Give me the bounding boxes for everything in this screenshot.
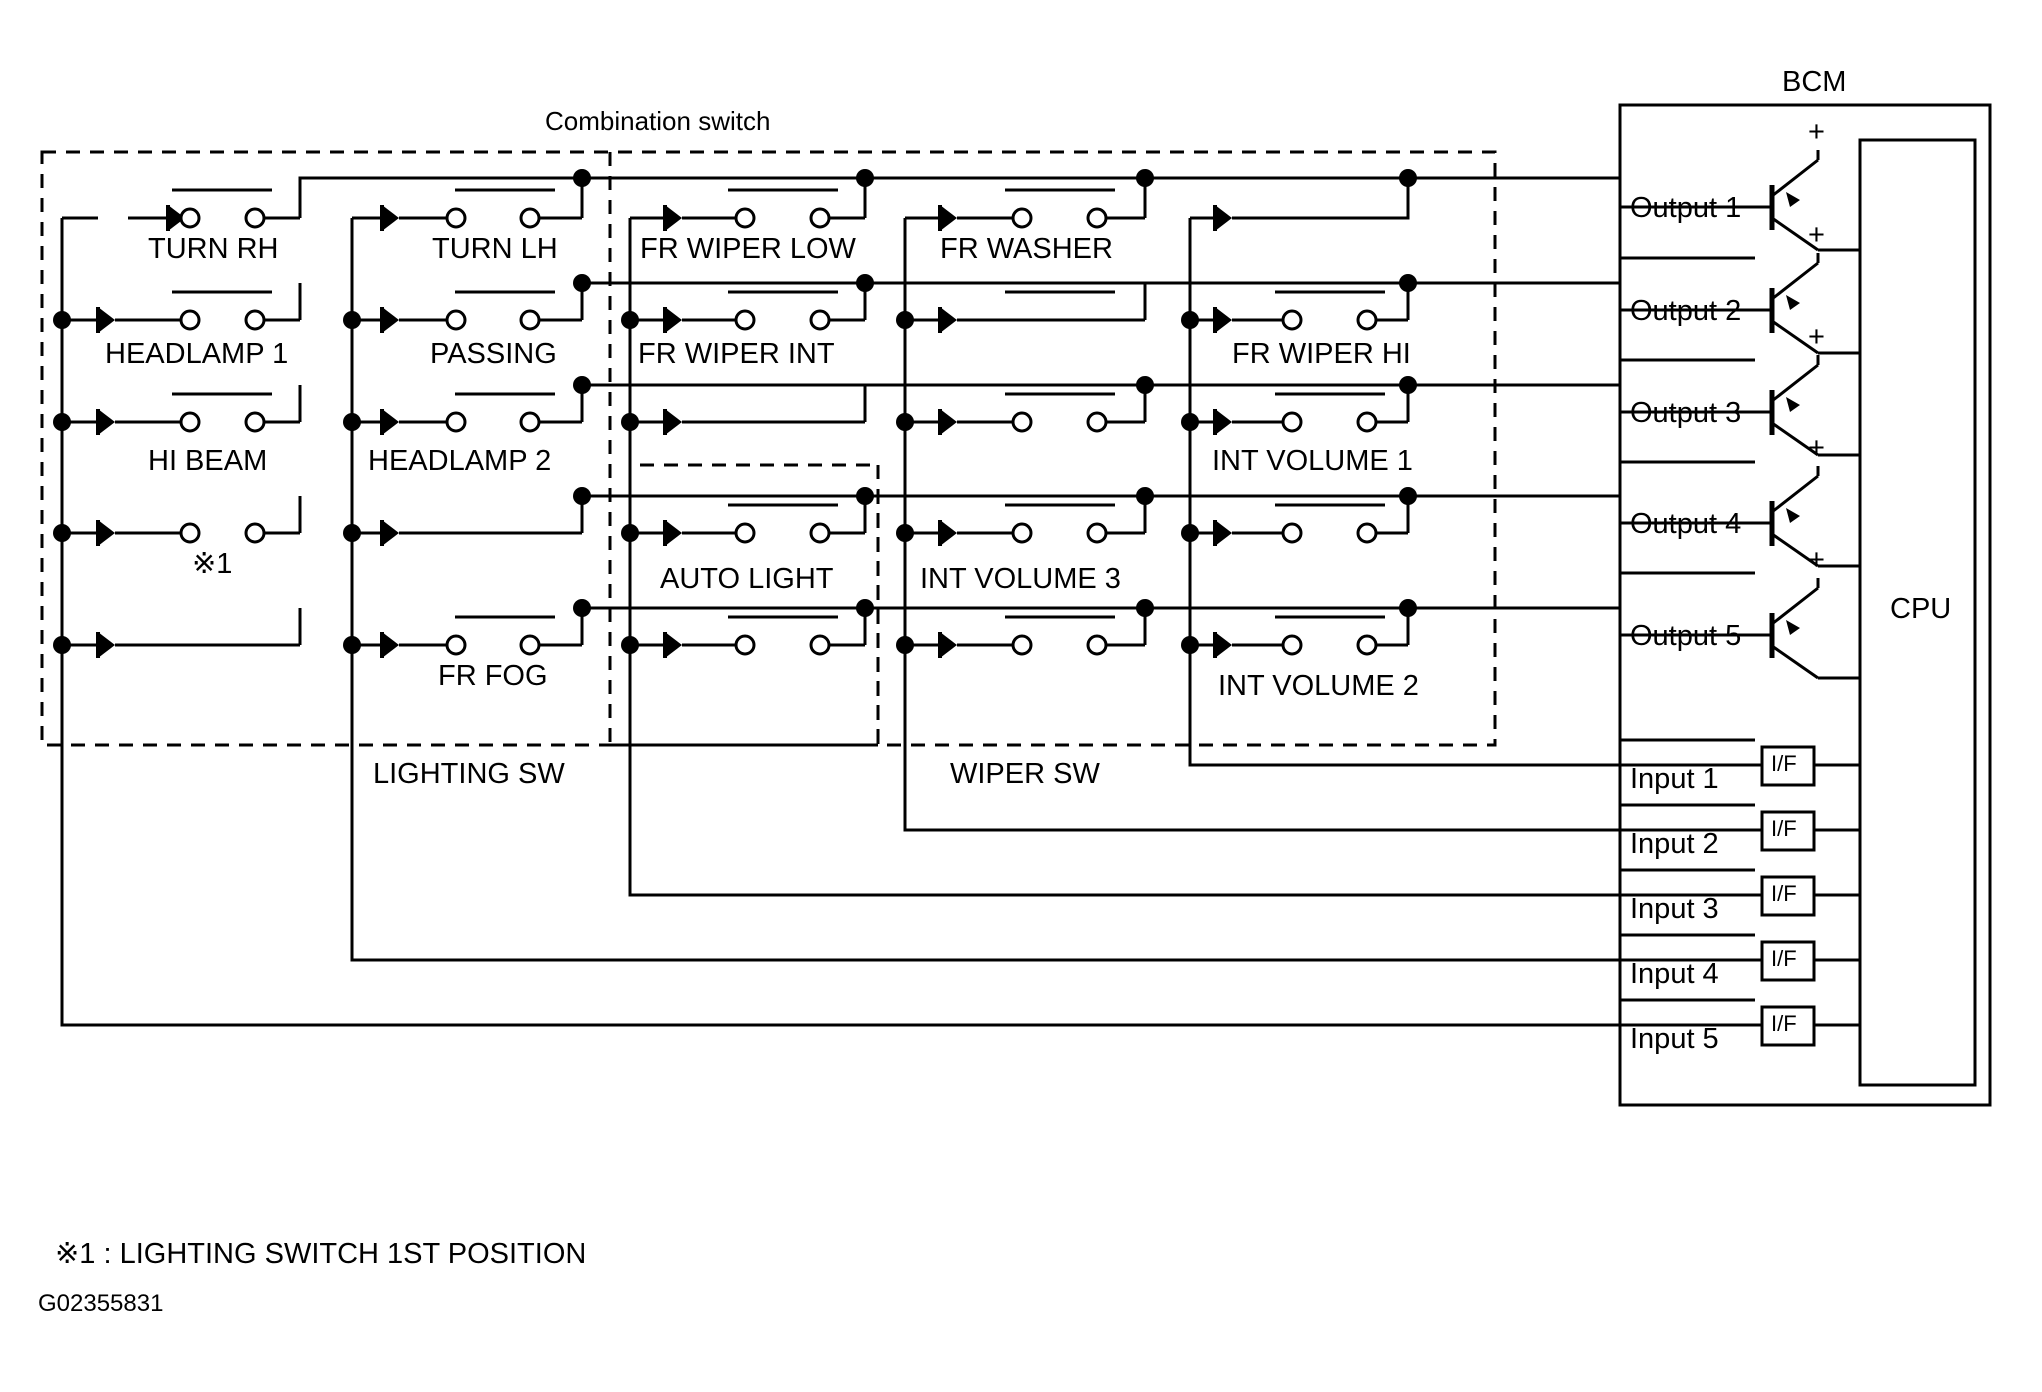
diode-symbol xyxy=(98,307,115,333)
switch-label-fr-wiper-low: FR WIPER LOW xyxy=(640,233,856,265)
wiper-sw-label: WIPER SW xyxy=(950,758,1100,790)
switch-label-hi-beam: HI BEAM xyxy=(148,445,268,477)
contact-point xyxy=(1013,524,1031,542)
input4-wire xyxy=(352,645,1620,960)
switch-label-fr-fog: FR FOG xyxy=(438,660,548,692)
contact-point xyxy=(447,209,465,227)
contact-point xyxy=(1358,636,1376,654)
switch-label-turn-rh: TURN RH xyxy=(148,233,279,265)
if-label-4: I/F xyxy=(1771,946,1797,971)
contact-point xyxy=(1088,636,1106,654)
diode-symbol xyxy=(665,520,682,546)
contact-point xyxy=(521,209,539,227)
wire xyxy=(1232,178,1408,218)
contact-point xyxy=(181,413,199,431)
diode-symbol xyxy=(940,205,957,231)
contact-point xyxy=(1013,636,1031,654)
diode-symbol xyxy=(98,520,115,546)
diode-symbol xyxy=(940,632,957,658)
diode-symbol xyxy=(98,409,115,435)
diode-symbol xyxy=(1215,307,1232,333)
contact-point xyxy=(811,209,829,227)
contact-point xyxy=(736,636,754,654)
diode-symbol xyxy=(665,632,682,658)
if-label-3: I/F xyxy=(1771,881,1797,906)
contact-point xyxy=(811,311,829,329)
input-label-3: Input 3 xyxy=(1630,893,1719,925)
output-label-5: Output 5 xyxy=(1630,620,1742,652)
diode-symbol xyxy=(1215,632,1232,658)
switch-label-fr-wiper-hi: FR WIPER HI xyxy=(1232,338,1411,370)
input-label-2: Input 2 xyxy=(1630,828,1719,860)
diode-symbol xyxy=(382,520,399,546)
switch-label-int-volume-3: INT VOLUME 3 xyxy=(920,563,1121,595)
diode-symbol xyxy=(382,205,399,231)
switch-label-fr-wiper-int: FR WIPER INT xyxy=(638,338,835,370)
switch-label-note1: ※1 xyxy=(192,548,233,580)
diode-symbol xyxy=(382,632,399,658)
contact-point xyxy=(181,209,199,227)
contact-point xyxy=(246,413,264,431)
lighting-sw-label: LIGHTING SW xyxy=(373,758,565,790)
diode-symbol xyxy=(1215,205,1232,231)
switch-label-int-volume-2: INT VOLUME 2 xyxy=(1218,670,1419,702)
contact-point xyxy=(1358,524,1376,542)
diode-symbol xyxy=(940,307,957,333)
figure-id: G02355831 xyxy=(38,1290,164,1317)
wire xyxy=(300,178,582,218)
contact-point xyxy=(1088,209,1106,227)
switch-label-fr-washer: FR WASHER xyxy=(940,233,1113,265)
plus-sign-1: + xyxy=(1808,116,1825,148)
combination-switch-title: Combination switch xyxy=(545,106,771,136)
plus-sign-3: + xyxy=(1808,321,1825,353)
diode-symbol xyxy=(665,205,682,231)
contact-point xyxy=(246,209,264,227)
contact-point xyxy=(811,636,829,654)
switch-label-headlamp-1: HEADLAMP 1 xyxy=(105,338,289,370)
plus-sign-5: + xyxy=(1808,544,1825,576)
contact-point xyxy=(1013,209,1031,227)
diode-symbol xyxy=(940,520,957,546)
contact-point xyxy=(447,311,465,329)
switch-label-turn-lh: TURN LH xyxy=(432,233,558,265)
if-label-2: I/F xyxy=(1771,816,1797,841)
cpu-label: CPU xyxy=(1890,593,1952,625)
contact-point xyxy=(1358,311,1376,329)
diode-symbol xyxy=(382,307,399,333)
diode-symbol xyxy=(382,409,399,435)
switch-label-auto-light: AUTO LIGHT xyxy=(660,563,834,595)
contact-point xyxy=(181,524,199,542)
diode-symbol xyxy=(1215,409,1232,435)
output-label-4: Output 4 xyxy=(1630,508,1742,540)
contact-point xyxy=(246,524,264,542)
input-label-5: Input 5 xyxy=(1630,1023,1719,1055)
contact-point xyxy=(736,524,754,542)
input-label-4: Input 4 xyxy=(1630,958,1719,990)
switch-label-headlamp-2: HEADLAMP 2 xyxy=(368,445,552,477)
diode-symbol xyxy=(1215,520,1232,546)
input5-wire xyxy=(62,645,1620,1025)
contact-point xyxy=(1283,524,1301,542)
bcm-label: BCM xyxy=(1782,66,1847,98)
contact-point xyxy=(447,413,465,431)
diode-symbol xyxy=(940,409,957,435)
contact-point xyxy=(447,636,465,654)
output-label-2: Output 2 xyxy=(1630,295,1742,327)
if-label-1: I/F xyxy=(1771,751,1797,776)
contact-point xyxy=(736,311,754,329)
input-label-1: Input 1 xyxy=(1630,763,1719,795)
switch-label-passing: PASSING xyxy=(430,338,557,370)
contact-point xyxy=(1088,524,1106,542)
contact-point xyxy=(521,311,539,329)
contact-point xyxy=(736,209,754,227)
diode-symbol xyxy=(665,409,682,435)
diode-symbol xyxy=(665,307,682,333)
output-label-1: Output 1 xyxy=(1630,192,1742,224)
contact-point xyxy=(521,636,539,654)
output-label-3: Output 3 xyxy=(1630,397,1742,429)
footnote-text: ※1 : LIGHTING SWITCH 1ST POSITION xyxy=(55,1238,587,1270)
switch-label-int-volume-1: INT VOLUME 1 xyxy=(1212,445,1413,477)
contact-point xyxy=(1283,636,1301,654)
contact-point xyxy=(181,311,199,329)
plus-sign-2: + xyxy=(1808,219,1825,251)
input1-wire xyxy=(1190,645,1620,765)
contact-point xyxy=(1283,413,1301,431)
contact-point xyxy=(1358,413,1376,431)
contact-point xyxy=(1283,311,1301,329)
plus-sign-4: + xyxy=(1808,432,1825,464)
contact-point xyxy=(246,311,264,329)
if-label-5: I/F xyxy=(1771,1011,1797,1036)
input3-wire xyxy=(630,645,1620,895)
contact-point xyxy=(1088,413,1106,431)
contact-point xyxy=(521,413,539,431)
contact-point xyxy=(1013,413,1031,431)
diode-symbol xyxy=(98,632,115,658)
contact-point xyxy=(811,524,829,542)
